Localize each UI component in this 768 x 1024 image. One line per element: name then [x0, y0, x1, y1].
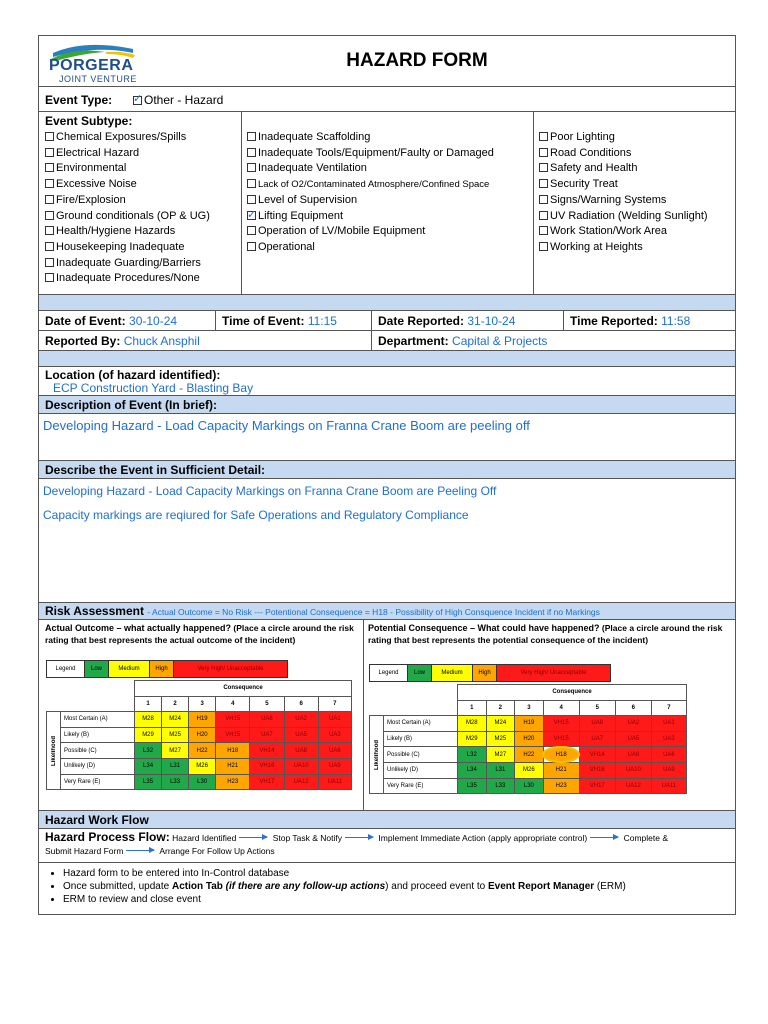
workflow-bullets: [39, 863, 735, 906]
location-value[interactable]: ECP Construction Yard - Blasting Bay: [53, 381, 254, 395]
consequence-header: Consequence: [458, 685, 687, 701]
form-title: HAZARD FORM: [346, 50, 488, 71]
risk-legend: [369, 664, 611, 682]
risk-rating-cell[interactable]: UA6: [318, 743, 351, 759]
risk-rating-cell[interactable]: M28: [458, 716, 487, 732]
logo-sub-text: JOINT VENTURE: [59, 74, 137, 84]
risk-rating-cell[interactable]: M29: [135, 727, 162, 743]
consequence-column-number: 5: [250, 696, 284, 712]
description-value[interactable]: Developing Hazard - Load Capacity Markings on Franna Crane Boom are peeling off: [43, 418, 530, 433]
section-divider: [39, 351, 735, 367]
subtype-option-label: Inadequate Tools/Equipment/Faulty or Damaged: [258, 146, 494, 159]
legend-item: Legend: [370, 665, 408, 681]
risk-rating-cell[interactable]: UA7: [250, 727, 284, 743]
arrow-right-icon: [239, 837, 267, 838]
subtype-option-label: Operation of LV/Mobile Equipment: [258, 225, 426, 238]
time-reported-cell: [564, 311, 737, 330]
legend-item: Low: [85, 661, 109, 677]
flow-step-3: Implement Immediate Action (apply appropriate control): [378, 833, 588, 843]
risk-rating-cell[interactable]: UA11: [318, 774, 351, 790]
risk-rating-cell[interactable]: H22: [189, 743, 216, 759]
subtype-option[interactable]: [45, 256, 237, 272]
actual-outcome-panel: [39, 620, 364, 810]
risk-rating-cell[interactable]: H19: [515, 716, 544, 732]
consequence-column-number: 2: [162, 696, 189, 712]
checkbox-icon[interactable]: [539, 132, 548, 141]
checkbox-icon[interactable]: [45, 242, 54, 251]
logo-main-text: PORGERA: [49, 57, 134, 74]
risk-rating-cell[interactable]: VH15: [216, 727, 250, 743]
likelihood-row-label: Likely (B): [384, 731, 458, 747]
risk-rating-cell[interactable]: H18: [543, 747, 579, 763]
consequence-column-number: 5: [579, 700, 615, 716]
checkbox-icon[interactable]: [539, 195, 548, 204]
subtype-option-label: Lifting Equipment: [258, 209, 343, 222]
likelihood-row-label: Very Rare (E): [61, 774, 135, 790]
subtype-option[interactable]: [247, 240, 529, 256]
bullet-text: Hazard form to be entered into In-Control database: [63, 868, 290, 879]
location-label: Location (of hazard identified):: [45, 368, 221, 382]
risk-rating-cell[interactable]: UA2: [284, 712, 318, 728]
reported-by-value[interactable]: Chuck Ansphil: [123, 334, 200, 348]
checkbox-checked-icon[interactable]: [133, 96, 142, 105]
actual-outcome-hint: (Place a circle around the risk rating that best represents the actual outcome of the incident): [45, 623, 354, 645]
checkbox-icon[interactable]: [45, 179, 54, 188]
subtype-option[interactable]: [45, 209, 237, 225]
subtype-option[interactable]: [45, 193, 237, 209]
risk-rating-cell[interactable]: VH15: [543, 731, 579, 747]
checkbox-icon[interactable]: [247, 179, 256, 188]
risk-rating-cell[interactable]: UA5: [615, 731, 651, 747]
subtype-option[interactable]: [45, 146, 237, 162]
subtype-option-label: Inadequate Scaffolding: [258, 131, 371, 143]
risk-rating-cell[interactable]: M26: [189, 758, 216, 774]
actual-outcome-heading: [45, 622, 361, 646]
risk-rating-cell[interactable]: UA12: [615, 778, 651, 794]
checkbox-icon[interactable]: [45, 132, 54, 141]
subtype-option[interactable]: [539, 193, 731, 209]
legend-item: Medium: [432, 665, 473, 681]
likelihood-header: Likelihood: [370, 716, 384, 794]
consequence-column-number: 6: [284, 696, 318, 712]
subtype-option[interactable]: [45, 240, 237, 256]
subtype-column-1: [41, 130, 241, 294]
risk-rating-cell[interactable]: H20: [189, 727, 216, 743]
legend-item: Low: [408, 665, 432, 681]
arrow-right-icon: [126, 850, 154, 851]
risk-rating-cell[interactable]: L31: [486, 762, 515, 778]
subtype-option[interactable]: [539, 177, 731, 193]
flow-step-2: Stop Task & Notify: [272, 833, 343, 843]
risk-rating-cell[interactable]: UA6: [651, 747, 686, 763]
event-subtype-label: Event Subtype:: [45, 114, 133, 128]
hazard-form: [38, 35, 736, 915]
description-header: Description of Event (In brief):: [39, 396, 735, 414]
bullet-item: [63, 893, 735, 906]
event-type-row: [39, 87, 735, 112]
subtype-option-label: Poor Lighting: [550, 131, 615, 143]
risk-rating-cell[interactable]: H22: [515, 747, 544, 763]
legend-item: High: [150, 661, 174, 677]
event-subtype-section: [39, 112, 735, 295]
consequence-column-number: 2: [486, 700, 515, 716]
legend-item: High: [473, 665, 497, 681]
consequence-column-number: 7: [318, 696, 351, 712]
subtype-option[interactable]: [45, 271, 237, 287]
department-value[interactable]: Capital & Projects: [452, 334, 548, 348]
risk-rating-cell[interactable]: UA8: [579, 716, 615, 732]
risk-rating-cell[interactable]: UA5: [284, 727, 318, 743]
subtype-option[interactable]: [539, 130, 731, 146]
potential-consequence-panel: [364, 620, 737, 810]
risk-rating-cell[interactable]: VH15: [543, 716, 579, 732]
risk-rating-cell[interactable]: VH14: [579, 747, 615, 763]
subtype-option-label: Chemical Exposures/Spills: [56, 131, 187, 143]
likelihood-row-label: Most Certain (A): [384, 716, 458, 732]
reported-by-cell: [39, 331, 372, 350]
subtype-option-label: UV Radiation (Welding Sunlight): [550, 209, 708, 222]
subtype-option[interactable]: [45, 130, 237, 146]
event-type-label: Event Type:: [45, 93, 113, 107]
checkbox-icon[interactable]: [247, 226, 256, 235]
potential-consequence-matrix: [369, 664, 687, 809]
subtype-option[interactable]: [45, 161, 237, 177]
subtype-option-label: Environmental: [56, 162, 127, 175]
likelihood-row-label: Possible (C): [384, 747, 458, 763]
consequence-column-number: 4: [216, 696, 250, 712]
flow-step-1: Hazard Identified: [172, 833, 237, 843]
bullet-text-bold: Action Tab: [171, 881, 223, 892]
date-of-event-label: Date of Event:: [45, 314, 126, 328]
consequence-column-number: 7: [651, 700, 686, 716]
risk-rating-cell[interactable]: M27: [162, 743, 189, 759]
location-row: [39, 367, 735, 396]
risk-rating-cell[interactable]: UA10: [615, 762, 651, 778]
detail-row: [39, 479, 735, 603]
date-of-event-cell: [39, 311, 216, 330]
potential-consequence-title: Potential Consequence – What could have happened?: [368, 623, 600, 633]
flow-step-4b: Submit Hazard Form: [45, 846, 124, 856]
checkbox-icon[interactable]: [247, 148, 256, 157]
risk-rating-cell[interactable]: L32: [458, 747, 487, 763]
risk-matrices-row: [39, 620, 735, 811]
likelihood-row-label: Possible (C): [61, 743, 135, 759]
risk-rating-cell[interactable]: L32: [135, 743, 162, 759]
risk-rating-cell[interactable]: M24: [162, 712, 189, 728]
risk-rating-cell[interactable]: M25: [486, 731, 515, 747]
bullet-text-bold: Event Report Manager: [488, 881, 595, 892]
subtype-option-label: Signs/Warning Systems: [550, 193, 667, 206]
consequence-column-number: 1: [458, 700, 487, 716]
bullet-text: ERM to review and close event: [63, 894, 201, 905]
risk-assessment-label: Risk Assessment: [45, 604, 144, 618]
subtype-option-label: Security Treat: [550, 178, 618, 191]
subtype-option[interactable]: [247, 161, 529, 177]
checkbox-icon[interactable]: [45, 273, 54, 282]
bullet-text: ) and proceed event to: [385, 881, 489, 892]
risk-rating-cell[interactable]: UA10: [284, 758, 318, 774]
risk-rating-cell[interactable]: M24: [486, 716, 515, 732]
flow-step-4a: Complete &: [623, 833, 669, 843]
date-reported-cell: [372, 311, 564, 330]
description-row: [39, 414, 735, 461]
time-of-event-label: Time of Event:: [222, 314, 305, 328]
legend-item: Legend: [47, 661, 85, 677]
date-of-event-value[interactable]: 30-10-24: [129, 314, 178, 328]
risk-rating-cell[interactable]: L35: [135, 774, 162, 790]
time-of-event-cell: [216, 311, 372, 330]
workflow-notes: [39, 863, 735, 915]
checkbox-checked-icon[interactable]: [247, 211, 256, 220]
process-flow-label: Hazard Process Flow:: [45, 830, 170, 844]
risk-rating-cell[interactable]: UA1: [651, 716, 686, 732]
risk-rating-cell[interactable]: UA8: [615, 747, 651, 763]
risk-rating-cell[interactable]: VH14: [250, 743, 284, 759]
consequence-column-number: 3: [515, 700, 544, 716]
risk-rating-cell[interactable]: H18: [216, 743, 250, 759]
time-reported-label: Time Reported:: [570, 314, 658, 328]
risk-rating-cell[interactable]: M25: [162, 727, 189, 743]
flow-step-5: Arrange For Follow Up Actions: [159, 846, 275, 856]
subtype-option-label: Operational: [258, 240, 315, 253]
event-type-value: Other - Hazard: [144, 93, 224, 107]
subtype-option[interactable]: [247, 193, 529, 209]
subtype-option-label: Work Station/Work Area: [550, 225, 667, 238]
subtype-option[interactable]: [247, 209, 529, 225]
subtype-option[interactable]: [539, 224, 731, 240]
risk-rating-cell[interactable]: H21: [543, 762, 579, 778]
reporter-row: [39, 331, 735, 351]
potential-consequence-heading: [368, 622, 730, 646]
legend-item: Very High/ Unacceptable: [174, 661, 287, 677]
time-of-event-value[interactable]: 11:15: [307, 314, 337, 328]
subtype-option[interactable]: [247, 177, 529, 193]
checkbox-icon[interactable]: [539, 211, 548, 220]
risk-rating-cell[interactable]: UA9: [651, 762, 686, 778]
subtype-option-label: Road Conditions: [550, 146, 632, 159]
checkbox-icon[interactable]: [539, 163, 548, 172]
risk-matrix-table: [46, 680, 352, 790]
subtype-option-label: Electrical Hazard: [56, 146, 140, 159]
consequence-column-number: 3: [189, 696, 216, 712]
time-reported-value[interactable]: 11:58: [661, 314, 691, 328]
risk-rating-cell[interactable]: M26: [515, 762, 544, 778]
bullet-text: Once submitted, update: [63, 881, 172, 892]
date-reported-value[interactable]: 31-10-24: [467, 314, 516, 328]
risk-rating-cell[interactable]: L35: [458, 778, 487, 794]
process-flow-text: [45, 831, 731, 858]
risk-rating-cell[interactable]: UA11: [651, 778, 686, 794]
checkbox-icon[interactable]: [247, 242, 256, 251]
checkbox-icon[interactable]: [247, 195, 256, 204]
risk-rating-cell[interactable]: VH17: [250, 774, 284, 790]
legend-item: Medium: [109, 661, 150, 677]
risk-rating-cell[interactable]: UA8: [284, 743, 318, 759]
checkbox-icon[interactable]: [45, 195, 54, 204]
risk-rating-cell[interactable]: UA7: [579, 731, 615, 747]
risk-rating-cell[interactable]: L30: [515, 778, 544, 794]
checkbox-icon[interactable]: [539, 148, 548, 157]
department-cell: [372, 331, 737, 350]
subtype-option-label: Health/Hygiene Hazards: [56, 225, 176, 238]
arrow-right-icon: [590, 837, 618, 838]
subtype-option[interactable]: [247, 146, 529, 162]
subtype-option-label: Housekeeping Inadequate: [56, 240, 185, 253]
risk-rating-cell[interactable]: H20: [515, 731, 544, 747]
consequence-header: Consequence: [135, 681, 352, 697]
risk-rating-cell[interactable]: H23: [543, 778, 579, 794]
event-type-option[interactable]: [133, 93, 223, 107]
checkbox-icon[interactable]: [247, 132, 256, 141]
checkbox-icon[interactable]: [45, 163, 54, 172]
risk-rating-cell[interactable]: L34: [135, 758, 162, 774]
subtype-column-3: [535, 130, 735, 294]
detail-header: Describe the Event in Sufficient Detail:: [39, 461, 735, 479]
subtype-option-label: Fire/Explosion: [56, 193, 126, 206]
workflow-header: Hazard Work Flow: [39, 811, 735, 829]
subtype-option-label: Safety and Health: [550, 162, 638, 175]
subtype-option[interactable]: [45, 177, 237, 193]
checkbox-icon[interactable]: [45, 258, 54, 267]
risk-rating-cell[interactable]: VH16: [579, 762, 615, 778]
subtype-option-label: Excessive Noise: [56, 178, 137, 191]
bullet-text-italic: (if there are any follow-up actions: [222, 881, 386, 892]
checkbox-icon[interactable]: [247, 163, 256, 172]
checkbox-icon[interactable]: [539, 226, 548, 235]
subtype-option[interactable]: [247, 130, 529, 146]
risk-rating-cell[interactable]: UA9: [318, 758, 351, 774]
risk-rating-cell[interactable]: VH15: [216, 712, 250, 728]
consequence-column-number: 4: [543, 700, 579, 716]
actual-outcome-title: Actual Outcome – what actually happened?: [45, 623, 232, 633]
risk-rating-cell[interactable]: H23: [216, 774, 250, 790]
arrow-right-icon: [345, 837, 373, 838]
likelihood-row-label: Unlikely (D): [384, 762, 458, 778]
detail-line-2[interactable]: Capacity markings are reqiured for Safe Operations and Regulatory Compliance: [43, 508, 469, 522]
risk-assessment-header: [39, 603, 735, 620]
form-header: [39, 36, 735, 87]
process-flow-row: [39, 829, 735, 863]
department-label: Department:: [378, 334, 449, 348]
subtype-option-label: Ground conditionals (OP & UG): [56, 209, 210, 222]
risk-rating-cell[interactable]: M29: [458, 731, 487, 747]
potential-consequence-hint: (Place a circle around the risk rating that best represents the potential consequence of the incident): [368, 623, 723, 645]
date-reported-label: Date Reported:: [378, 314, 465, 328]
risk-legend: [46, 660, 288, 678]
risk-rating-cell[interactable]: UA3: [318, 727, 351, 743]
checkbox-icon[interactable]: [45, 148, 54, 157]
likelihood-row-label: Very Rare (E): [384, 778, 458, 794]
risk-rating-cell[interactable]: L30: [189, 774, 216, 790]
risk-rating-cell[interactable]: VH17: [579, 778, 615, 794]
risk-assessment-note: - Actual Outcome = No Risk --- Potentional Consequence = H18 - Possibility of High Consquence Incident if no Markings: [147, 607, 600, 617]
risk-rating-cell[interactable]: M27: [486, 747, 515, 763]
risk-rating-cell[interactable]: UA1: [318, 712, 351, 728]
bullet-item: [63, 880, 735, 893]
likelihood-row-label: Most Certain (A): [61, 712, 135, 728]
likelihood-row-label: Likely (B): [61, 727, 135, 743]
likelihood-row-label: Unlikely (D): [61, 758, 135, 774]
section-divider: [39, 295, 735, 311]
subtype-option-label: Working at Heights: [550, 240, 643, 253]
dates-row: [39, 311, 735, 331]
subtype-option[interactable]: [539, 240, 731, 256]
risk-rating-cell[interactable]: VH16: [250, 758, 284, 774]
reported-by-label: Reported By:: [45, 334, 121, 348]
consequence-column-number: 6: [615, 700, 651, 716]
subtype-column-2: [243, 130, 533, 294]
subtype-option-label: Inadequate Ventilation: [258, 162, 367, 175]
subtype-option-label: Inadequate Procedures/None: [56, 272, 200, 285]
checkbox-icon[interactable]: [45, 211, 54, 220]
actual-outcome-matrix: [46, 660, 352, 805]
subtype-option-label: Level of Supervision: [258, 193, 358, 206]
risk-rating-cell[interactable]: UA12: [284, 774, 318, 790]
subtype-option[interactable]: [539, 209, 731, 225]
risk-rating-cell[interactable]: L33: [486, 778, 515, 794]
subtype-option-label: Inadequate Guarding/Barriers: [56, 256, 201, 269]
risk-rating-cell[interactable]: UA8: [250, 712, 284, 728]
risk-rating-cell[interactable]: H19: [189, 712, 216, 728]
subtype-option-label: Lack of O2/Contaminated Atmosphere/Confined Space: [258, 179, 490, 191]
detail-line-1[interactable]: Developing Hazard - Load Capacity Markings on Franna Crane Boom are Peeling Off: [43, 484, 497, 498]
risk-rating-cell[interactable]: UA3: [651, 731, 686, 747]
consequence-column-number: 1: [135, 696, 162, 712]
bullet-item: [63, 867, 735, 880]
bullet-text: (ERM): [594, 881, 626, 892]
checkbox-icon[interactable]: [45, 226, 54, 235]
risk-rating-cell[interactable]: UA2: [615, 716, 651, 732]
risk-rating-cell[interactable]: L31: [162, 758, 189, 774]
likelihood-header: Likelihood: [47, 712, 61, 790]
subtype-option[interactable]: [539, 146, 731, 162]
risk-matrix-table: [369, 684, 687, 794]
risk-rating-cell[interactable]: L33: [162, 774, 189, 790]
subtype-option[interactable]: [45, 224, 237, 240]
risk-rating-cell[interactable]: L34: [458, 762, 487, 778]
checkbox-icon[interactable]: [539, 179, 548, 188]
risk-rating-cell[interactable]: H21: [216, 758, 250, 774]
risk-rating-cell[interactable]: M28: [135, 712, 162, 728]
legend-item: Very High/ Unacceptable: [497, 665, 610, 681]
checkbox-icon[interactable]: [539, 242, 548, 251]
subtype-option[interactable]: [247, 224, 529, 240]
subtype-option[interactable]: [539, 161, 731, 177]
